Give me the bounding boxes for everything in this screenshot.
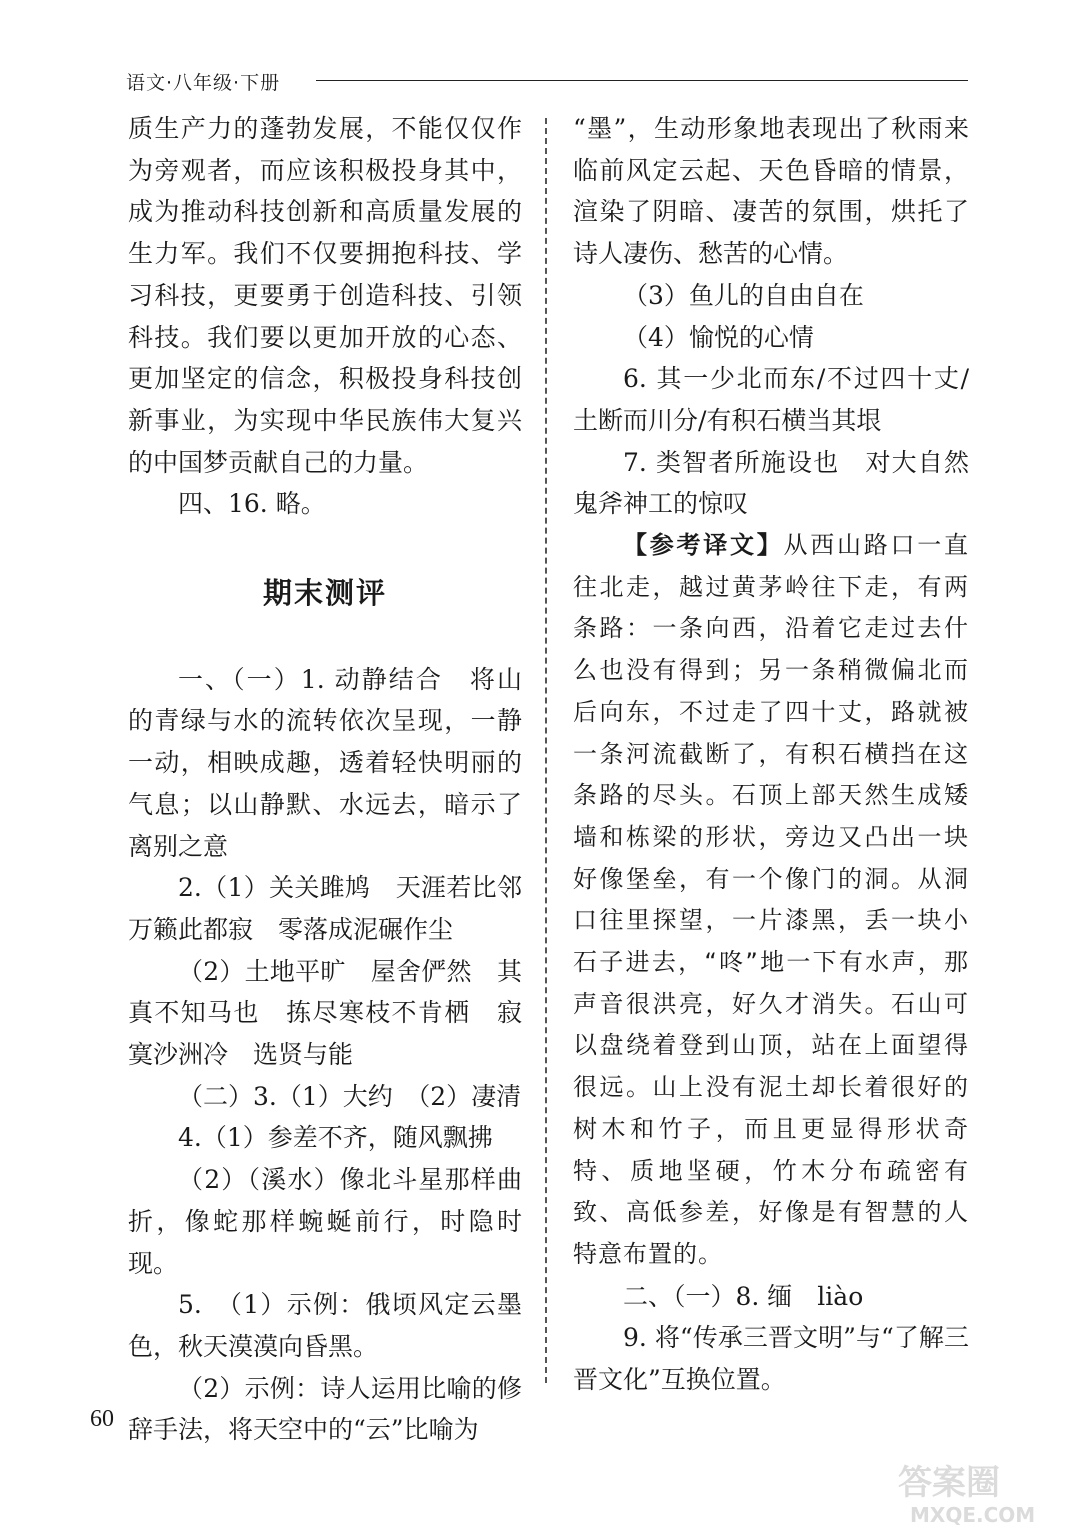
- left-column: [128, 108, 548, 1451]
- paragraph: 一、（一）1. 动静结合 将山的青绿与水的流转依次呈现，一静一动，相映成趣，透着轻快明丽的气息；以山静默、水远去，暗示了离别之意: [128, 664, 522, 861]
- section-title: 期末测评: [262, 576, 387, 611]
- paragraph: 5. （1）示例：俄顷风定云墨色，秋天漠漠向昏黑。: [128, 1290, 522, 1361]
- translation-paragraph: [573, 525, 969, 1276]
- paragraph: “墨”，生动形象地表现出了秋雨来临前风定云起、天色昏暗的情景，渲染了阴暗、凄苦的氛围，烘托了诗人凄伤、愁苦的心情。: [573, 114, 969, 269]
- paragraph: （2）土地平旷 屋舍俨然 其真不知马也 拣尽寒枝不肯栖 寂寞沙洲冷 选贤与能: [128, 956, 522, 1070]
- paragraph: （2）示例：诗人运用比喻的修辞手法，将天空中的“云”比喻为: [128, 1373, 522, 1445]
- paragraph: 4.（1）参差不齐，随风飘拂: [178, 1123, 493, 1153]
- running-header: [126, 64, 968, 96]
- paragraph: 2.（1）关关雎鸠 天涯若比邻 万籁此都寂 零落成泥碾作尘: [128, 873, 548, 944]
- paragraph: 四、16. 略。: [178, 489, 326, 519]
- right-column: [573, 108, 969, 1401]
- header-title: 语文·八年级·下册: [126, 72, 281, 94]
- svg-text:答案圈: 答案圈: [898, 1463, 1000, 1503]
- paragraph: （4）愉悦的心情: [623, 322, 814, 352]
- translation-label: 【参考译文】: [623, 531, 784, 560]
- page-number: 60: [90, 1406, 114, 1432]
- watermark-logo: [890, 1458, 1060, 1528]
- paragraph: 7. 类智者所施设也 对大自然鬼斧神工的惊叹: [573, 447, 969, 519]
- header-rule: [316, 80, 968, 81]
- paragraph: 9. 将“传承三晋文明”与“了解三晋文化”互换位置。: [573, 1323, 969, 1395]
- translation-text: 从西山路口一直往北走，越过黄茅岭往下走，有两条路：一条向西，沿着它走过去什么也没有得到；另一条稍微偏北而后向东，不过走了四十丈，路就被一条河流截断了，有积石横挡在这条路的尽头。石顶上部天然生成矮墙和栋梁的形状，旁边又凸出一块好像堡垒，有一个像门的洞。从洞口往里探望，一片漆黑，丢一块小石子进去，“咚”地一下有水声，那声音很洪亮，好久才消失。石山可以盘绕着登到山顶，站在上面望得很远。山上没有泥土却长着很好的树木和竹子，而且更显得形状奇特、质地坚硬，竹木分布疏密有致、高低参差，好像是有智慧的人特意布置的。: [573, 531, 969, 1268]
- paragraph: 二、（一）8. 缅 liào: [623, 1281, 864, 1311]
- column-divider: [545, 118, 547, 1383]
- paragraph: 质生产力的蓬勃发展，不能仅仅作为旁观者，而应该积极投身其中，成为推动科技创新和高质量发展的生力军。我们不仅要拥抱科技、学习科技，更要勇于创造科技、引领科技。我们要以更加开放的心态、更加坚定的信念，积极投身科技创新事业，为实现中华民族伟大复兴的中国梦贡献自己的力量。: [128, 114, 522, 477]
- paragraph: （二）3.（1）大约 （2）凄清: [178, 1081, 522, 1111]
- paragraph: （3）鱼儿的自由自在: [623, 280, 864, 310]
- paragraph: 6. 其一少北而东/不过四十丈/土断而川分/有积石横当其垠: [573, 364, 969, 435]
- paragraph: （2）（溪水）像北斗星那样曲折，像蛇那样蜿蜒前行，时隐时现。: [128, 1165, 522, 1278]
- svg-text:MXQE.COM: MXQE.COM: [910, 1503, 1036, 1527]
